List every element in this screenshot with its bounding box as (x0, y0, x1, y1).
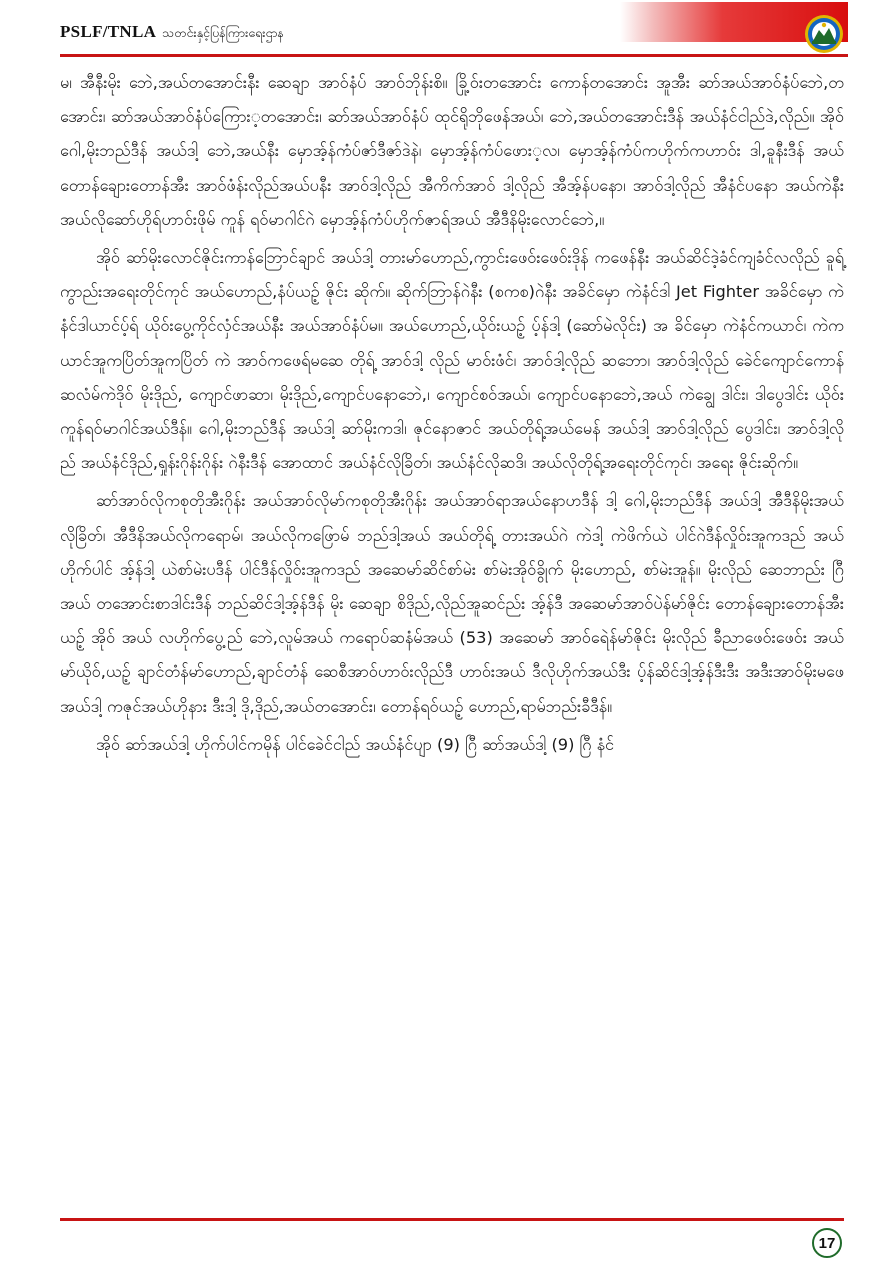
paragraph-1: မ၊ အီနီးမိုး ဘေဲ,အယ်တအောင်းနီး ဆေချာ အာဝ်နံပ် အာဝ်ဘိုန်းစိ။ ခြို့ဝ်းတအောင်း ကောန်တအောင်း အူအီး ဆာ်အယ်အာဝ်နံပ်ဘေဲ,တအောင်း၊ ဆာ်အယ်အာဝ်နံပ်ကြေား့တအောင်း၊ ဆာ်အယ်အာဝ်နံပ် ထုင်ရိုဘိုဖေန်အယ်၊ ဘေဲ,အယ်တအောင်းဒီန် အယ်နံင်ငါည်ဒဲ,လိုည်။ အိုဝ် ဂေါ,မိုးဘည်ဒီန် အယ်ဒါ့ ဘေဲ,အယ်နီး မှောအ့်န်ကံပ်ဇာ်ဒီဇာ်ဒဲနဲ၊ မှောအ့်န်ကံပ်ဖေား့လ၊ မှောအ့်န်ကံပ်ကဟိုက်ကဟာဝ်း ဒါ,ခူနီးဒီန် အယ်တောန်ချေားတောန်အီး အာဝ်ဖံန်းလိုည်အယ်ပနီး အာဝ်ဒါ့လိုည် အီကိက်အာဝ် ဒါ့လိုည် အီအ့်န်ပနော၊ အာဝ်ဒါ့လိုည် အီနံင်ပနော အယ်ကဲနီး အယ်လိုဆော်ဟိုရ်ဟာဝ်းဖိုမ် ကူန် ရဝ်မာဂါင်ဂဲ မှောအ့်န်ကံပ်ဟိုက်ဇာရ်အယ် အီဒီနိမိုးလောင်ဘေဲ,။ (60, 73, 844, 229)
organization-logo-icon (804, 14, 844, 54)
header-rule (60, 54, 848, 57)
header-org: PSLF/TNLA (60, 22, 157, 41)
paragraph-4: အိုဝ် ဆာ်အယ်ဒါ့ ဟိုက်ပါင်ကမိုန် ပါင်ခေဲင်ငါည် အယ်နံင်ပျာ (9) ဂြီ ဆာ်အယ်ဒါ့ (9) ဂြီ နံင် (96, 734, 615, 754)
page-number: 17 (812, 1228, 842, 1258)
paragraph-2: အိုဝ် ဆာ်မိုးလောင်ဇိုင်းကာန်ဘြောင်ချာင် အယ်ဒါ့ တားမာ်ဟောည်,ကွာင်းဖေဝ်းဖေဝ်းဒိုန် ကဖေန်နီး အယ်ဆိင်ဒဲ့ခံင်ကျခံင်လလိုည် ခူရ့်ကွာည်းအရေးတိုင်ကုင် အယ်ဟောည်,နံပ်ယဉ့် ဇိုင်း ဆိုက်။ ဆိုက်ဘြာန်ဂဲနီး (စကစ)ဂဲနီး အခိင်မှော ကဲနံင်ဒါ Jet Fighter အခိင်မှော ကဲနံင်ဒါယာင်ပ့်ရ် ယိုဝ်းပွေ့ကိုင်လှံင်အယ်နီး အယ်အာဝ်နံပ်မ။ အယ်ဟောည်,ယိုဝ်းယဉ့် ပ့်န်ဒါ့ (ဆော်မဲလိုင်း) အ ခိင်မှော ကဲနံင်ကယာင်၊ ကဲကယာင်အူကပြိတ်အူကပြိတ် ကဲ အာဝ်ကဖေရ်မဆေ တိုရ့် အာဝ်ဒါ့ လိုည် မာဝ်းဖံင်၊ အာဝ်ဒါ့လိုည် ဆဘော၊ အာဝ်ဒါ့လိုည် ခေဲင်ကျောင်ကောန်ဆလံမ်ကဲဒိုဝ် မိုးဒိုည်, ကျောင်ဖာဆာ၊ မိုးဒိုည်,ကျောင်ပနောဘေဲ,၊ ကျောင်စဝ်အယ်၊ ကျောင်ပနောဘေဲ,အယ် ကဲချွေ ဒါင်း၊ ဒါပွေဒါင်း ယိုဝ်းကူန်ရဝ်မာဂါင်အယ်ဒီန်။ ဂေါ,မိုးဘည်ဒီန် အယ်ဒါ့ ဆာ်မိုးကဒါ၊ ဇုင်နောဇာင် အယ်တိုရ့်အယ်မေန် အယ်ဒါ့ အာဝ်ဒါ့လိုည် ပွေဒါင်း၊ အာဝ်ဒါ့လိုည် အယ်နံင်ဒိုည်,ရှုန်းဂိုန်းဂိုန်း ဂဲနီးဒီန် အောထာင် အယ်နံင်လိုခြိတ်၊ အယ်နံင်လိုဆဒိ၊ အယ်လိုတိုရ့်အရေးတိုင်ကုင်၊ အရေး ဇိုင်းဆိုက်။ (60, 248, 844, 473)
header-subtitle: သတင်းနှင့်ပြန်ကြားရေးဌာန (162, 25, 284, 40)
article-body (60, 66, 844, 762)
paragraph-3: ဆာ်အာဝ်လိုကစုတိုအီးဂိုန်း အယ်အာဝ်လိုမာ်ကစုတိုအီးဂိုန်း အယ်အာဝ်ရာအယ်နောဟဒီန် ဒါ့ ဂေါ,မိုးဘည်ဒီန် အယ်ဒါ့ အီဒီနိမိုးအယ်လိုခြိတ်၊ အီဒီနိအယ်လိုကရောမ်၊ အယ်လိုကဖြောမ် ဘည်ဒါ့အယ် အယ်တိုရ့် တားအယ်ဂဲ ကဲဒါ့ ကဲဖိက်ယဲ ပါင်ဂဲဒီန်လှိုဝ်းအူကဒည် အယ်ဟိုက်ပါင် အ့်န်ဒါ့ ယဲစာ်မဲးပဒီန် ပါင်ဒီန်လှိုဝ်းအူကဒည် အဆေမာ်ဆိင်စာ်မဲး စာ်မဲးအိုဝ်ခွိုက် မိုးဟောည်, စာ်မဲးအူန်။ မိုးလိုည် ဆေဘာည်း ဂြီအယ် တအောင်းစာဒါင်းဒီန် ဘည်ဆိင်ဒါ့အ့်န်ဒီန် မိုး ဆေချာ စိဒိုည်,လိုည်အူဆင်ည်း အ့်န်ဒီ အဆေမာ်အာဝ်ပဲန်မာ်ဇိုင်း တောန်ချေားတောန်အီးယဉ့် အိုဝ် အယ် လဟိုက်ပွေ့ည် ဘေဲ,လူမ်အယ် ကရောပ်ဆနံမ်အယ် (53) အဆေမာ် အာဝ်ရေဲန်မာ်ဇိုင်း မိုးလိုည် ခီညာဖေဝ်းဖေဝ်း အယ်မာ်ယိုဝ်,ယဉ့် ချာင်တံန်မာ်ဟောည်,ချာင်တံန် ဆေစီအာဝ်ဟာဝ်းလိုည်ဒီ ဟာဝ်းအယ် ဒီလိုဟိုက်အယ်ဒီး ပ့်န်ဆိင်ဒါ့အ့်န်ဒီးဒီး အဒီးအာဝ်မိုးမဖေအယ်ဒါ့ ကဇုင်အယ်ဟိုနား ဒီးဒါ့ ဒို,ဒိုည်,အယ်တအောင်း၊ တောန်ရဝ်ယဉ့် ဟောည်,ရာမ်ဘည်းခီဒီန်။ (60, 491, 844, 716)
header-title (60, 22, 284, 44)
footer-rule (60, 1218, 844, 1221)
